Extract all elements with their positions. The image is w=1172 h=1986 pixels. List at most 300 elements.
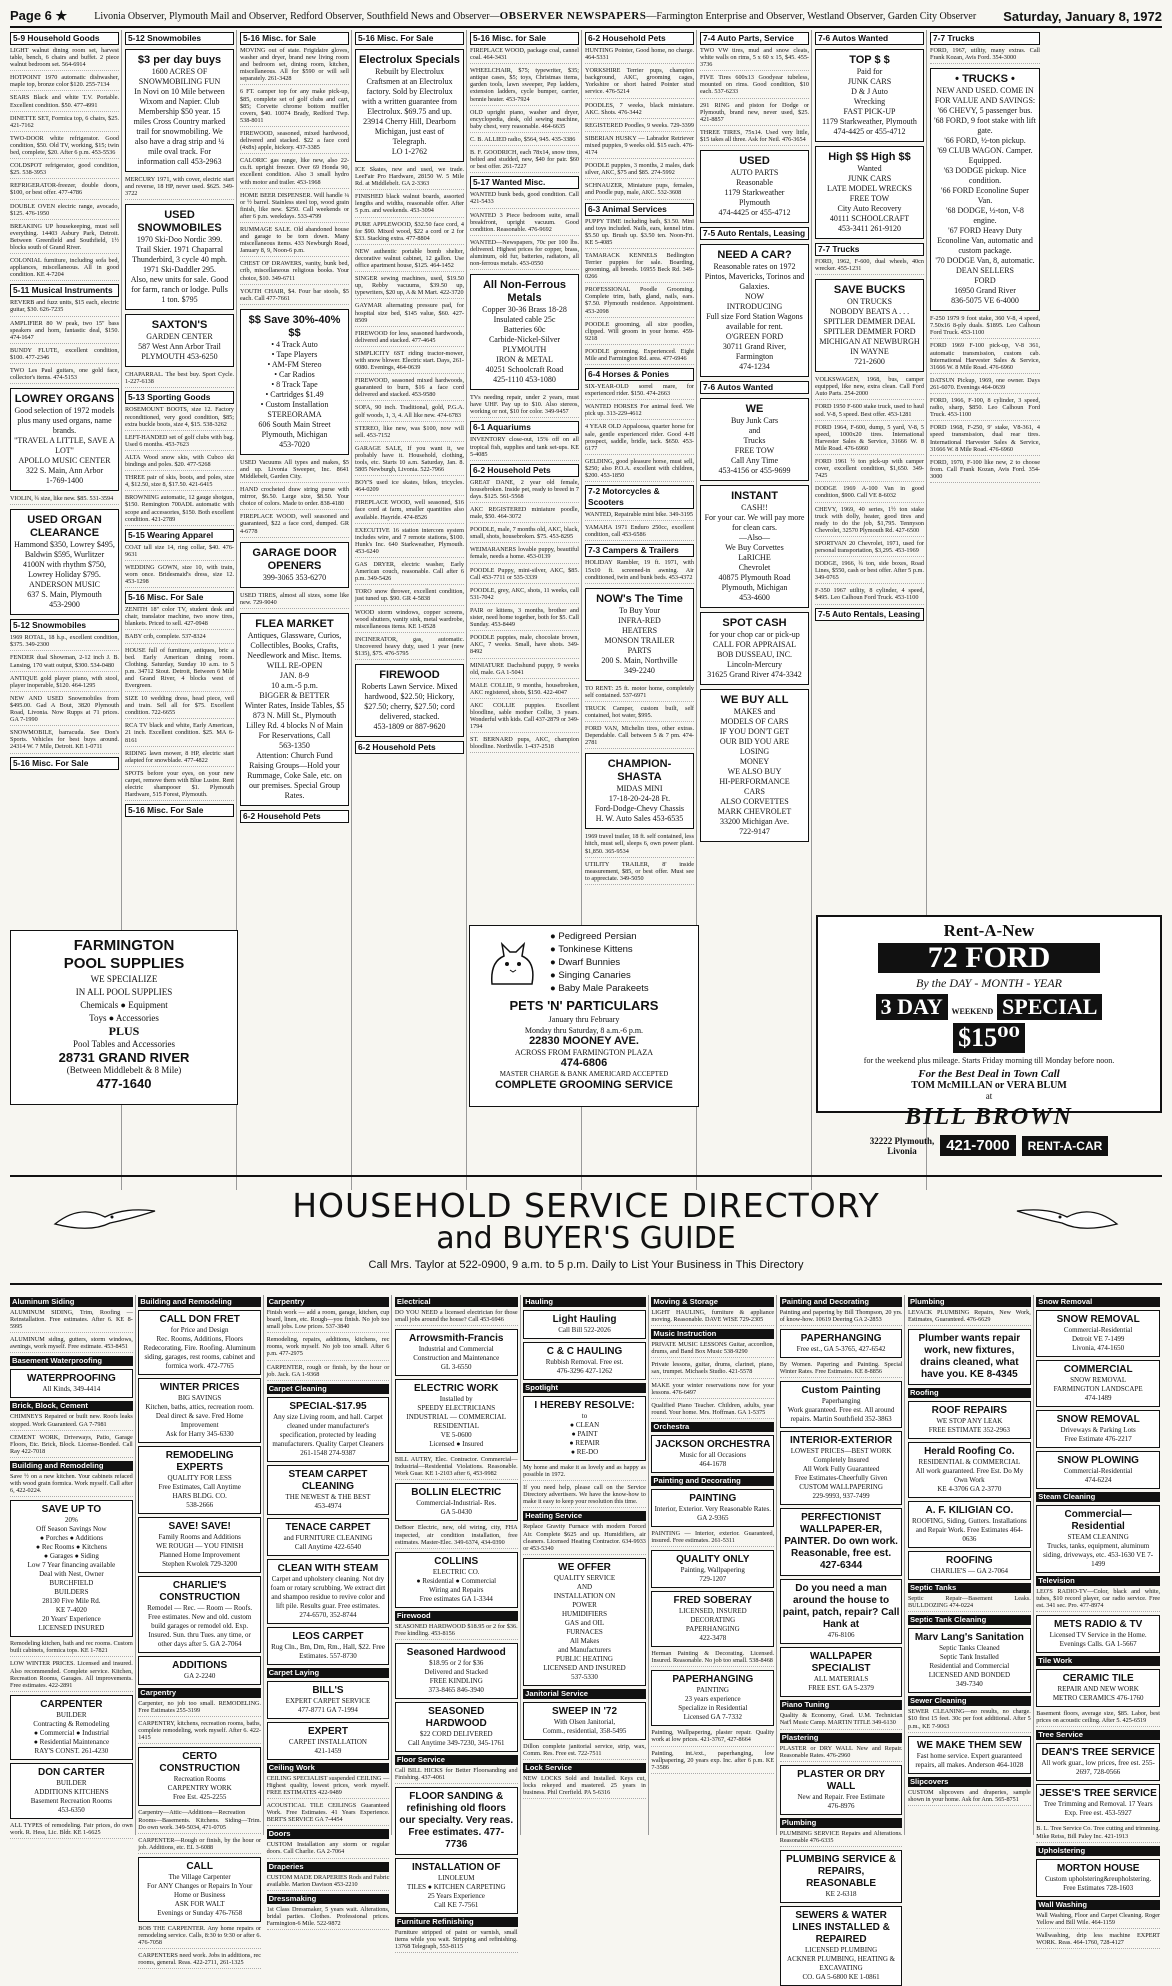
classified-ad: HOTPOINT 1970 automatic dishwasher, maple top, bronze color $120. 255-7134 (10, 74, 119, 91)
display-ad-line: High $$ High $$ (828, 151, 911, 163)
classified-ad: STEREO, like new, was $100, now will sell. 453-7152 (355, 425, 464, 442)
classified-ad: ROSEMOUNT BOOTS, size 12. Factory reconditioned, very good condition, $85; extra buckle boots, size 4, $15. 538-3262 (125, 406, 234, 430)
classified-ad: DOUBLE OVEN electric range, avocado, $125. 476-1950 (10, 203, 119, 220)
display-ad-line: Plumber wants repair work, new fixtures, drains cleaned, what have you. KE 8-4345 (918, 1333, 1021, 1381)
display-ad-line: PARTS (627, 645, 652, 655)
classified-ad: SEWER CLEANING—no results, no charge. $10 first 15 feet. 30c per foot additional. After 5 p.m., KE 7-9063 (908, 1708, 1031, 1732)
pets-ad-service: COMPLETE GROOMING SERVICE (495, 1079, 673, 1091)
display-ad-line: Do you need a man around the house to paint, patch, repair? Call Hank at (782, 1583, 900, 1631)
display-ad (10, 509, 119, 615)
display-ad-line: FREE TOW (734, 446, 775, 456)
display-ad-line: In Novi on 10 Mile between Wixom and Napier. Club Membership $50 year. 15 miles Cross Country marked trail for snowmobiling. We also have a drag strip and ¼ mile oval track. For information call 453-2963 (133, 87, 226, 166)
section-header: 6-2 Household Pets (585, 32, 694, 45)
display-ad-line: SNOW REMOVAL (1070, 1376, 1127, 1384)
display-ad-line: Free est., GA 5-3765, 427-6542 (796, 1345, 886, 1354)
display-ad (395, 1329, 518, 1376)
classified-ad: BROWNING automatic, 12 gauge shotgun, $150. Remington 700ADL automatic with scope and accessories, $150. Both excellent condition. 421-2789 (125, 494, 234, 525)
display-ad-line: • TRUCKS • (955, 73, 1015, 86)
display-ad (138, 1446, 261, 1514)
display-ad-line: LICENSED PLUMBING (805, 1945, 878, 1954)
classified-ad: RIDING lawn mower, 8 HP, electric start adapted for snowblade. 477-4822 (125, 750, 234, 767)
display-ad-line: RAY'S CONST. 261-4230 (34, 1746, 109, 1755)
display-ad-line: • 4 Track Auto (271, 339, 318, 349)
display-ad-line: For ANY Changes or Repairs In Your Home or Business (147, 1881, 253, 1899)
farmington-ad-phone: 477-1640 (96, 1076, 152, 1091)
rent-ad-price: $15⁰⁰ (818, 1023, 1160, 1053)
display-ad-line: NEW AND USED. COME IN FOR VALUE AND SAVINGS: (934, 86, 1036, 106)
classified-ad: SNOWMOBILE, barracuda. See Don's Sports. Vehicles for best buys around. 24314 W. 7 Mile, Detroit. KE 1-0711 (10, 729, 119, 753)
classified-ad: GARAGE SALE, If you want it, we probably have it. Household, clothing, tools, etc. Starts 10 a.m. Saturday, Jan. 8. 5805 Newburgh, Livonia. 522-7966 (355, 445, 464, 476)
display-ad (700, 244, 809, 377)
display-ad-line: Winter Rates, Inside Tables, $5 (244, 700, 345, 710)
display-ad-line: 474-4425 or 455-4712 (833, 127, 906, 136)
classified-ad: FORD 1968, F-250, 9' stake, V8-361, 4 speed transmission, dual rear tires. International Harvester Sales & Service, 31666 W. 8 Mile Road. 476-6960 (930, 424, 1040, 455)
display-ad-line: 20 Years' Experience (42, 1615, 101, 1624)
display-ad-line: '69 CLUB WAGON. Camper. Equipped. (937, 146, 1033, 166)
section-header: 7-7 Trucks (930, 32, 1040, 45)
display-ad-line: FURNACES (566, 1627, 603, 1636)
display-ad-line: Custom upholstering&reupholstering. Free Estimates 728-1603 (1045, 1874, 1152, 1892)
display-ad-line: Septic Tanks Cleaned (939, 1644, 1000, 1653)
section-header: Television (1036, 1576, 1160, 1586)
display-ad-line: Lilley Rd. 4 blocks N of Main (246, 720, 343, 730)
section-header: 7-7 Trucks (815, 243, 924, 256)
display-ad (1036, 1669, 1160, 1707)
display-ad-line: Trucks, tanks, equipment, aluminum siding, driveways, etc. 453-1630 VE 7-1499 (1043, 1542, 1154, 1568)
section-header: Basement Waterproofing (10, 1356, 133, 1366)
section-header: Building and Remodeling (10, 1461, 133, 1471)
display-ad-line: Recreation Rooms (173, 1775, 226, 1784)
display-ad-line: For your car. We will pay more for clean cars. (704, 513, 805, 533)
display-ad-line: TILES ● KITCHEN CARPETING (406, 1883, 506, 1892)
section-header: Ceiling Work (267, 1763, 390, 1773)
display-ad-line: 10 a.m.-5 p.m. (271, 680, 318, 690)
section-header: 6-3 Animal Services (585, 203, 694, 216)
display-ad-line: Driveways & Parking Lots (1060, 1426, 1136, 1434)
classified-ad: WANTED, Repairable mini bike. 349-3195 (585, 511, 694, 521)
display-ad (700, 612, 809, 685)
display-ad (780, 1850, 903, 1903)
classified-ad: PLUMBING SERVICE Repairs and Alterations. Reasonable 476-6335 (780, 1830, 903, 1847)
display-ad-line: 229-9993, 937-7499 (812, 1492, 870, 1501)
display-ad-line: Call Anytime 349-7230, 345-1761 (408, 1738, 505, 1747)
display-ad-line: 476-8106 (827, 1631, 855, 1640)
display-ad (267, 1627, 390, 1665)
display-ad-line: KE 2-6318 (825, 1889, 857, 1898)
classified-ad: C. B. ALLIED radio, $564, 945. 435-3386 (470, 136, 579, 146)
display-ad-line: Licensed GA 7-7332 (683, 1713, 742, 1722)
section-header: 5-9 Household Goods (10, 32, 119, 45)
classified-ad: BABY crib, complete. 537-8324 (125, 633, 234, 643)
display-ad-line: PUBLIC HEATING (556, 1654, 613, 1663)
display-ad-line: Free Estimates-Cheerfully Given (794, 1474, 888, 1483)
display-ad-line: The Village Carpenter (168, 1872, 231, 1881)
classified-ad: SPOTS before your eyes, on your new carpet, remove them with Blue Lustre. Rent electric shampooer $1. Plymouth Hardware, 515 Forest, Plymouth. (125, 770, 234, 801)
display-ad-line: 453-4974 (314, 1501, 342, 1510)
classified-ad: 1st Class Dressmaker, 5 years wait. Alterations, bridal parties. Clothes. Professional prices. Farmington-6 Mile. 522-9872 (267, 1906, 390, 1930)
display-ad-line: DON CARTER (38, 1766, 105, 1778)
classified-ad: ALUMINUM siding, gutters, storm windows, awnings, work myself. Free estimate. 453-8451 (10, 1336, 133, 1353)
classified-column (10, 1295, 136, 1835)
classified-ad: POODLE grooming. Experienced. Eight Mile and Farmington Rd. area. 477-6946 (585, 348, 694, 365)
display-ad-line: Construction and Maintenance (413, 1354, 500, 1363)
display-ad-line: ELECTRIC CO. (432, 1567, 480, 1576)
display-ad-line: WE ALSO BUY (727, 767, 782, 777)
display-ad (395, 1702, 518, 1752)
classified-ad: Carpenter, no job too small. REMODELING. Free Estimates 255-3199 (138, 1700, 261, 1717)
household-directory-banner (10, 1175, 1162, 1285)
display-ad-line: Herald Roofing Co. (924, 1446, 1015, 1458)
display-ad-line: Commercial-Residential (1063, 1467, 1133, 1475)
display-ad-line: I HEREBY RESOLVE: (534, 1400, 635, 1411)
section-header: 7-6 Autos Wanted (700, 381, 809, 394)
classified-ad: TWO Les Paul guitars, one gold face, collector's items. 474-5153 (10, 367, 119, 384)
display-ad-line: SNOW PLOWING (1057, 1455, 1139, 1466)
pet-item: ● Tonkinese Kittens (550, 944, 633, 955)
farmington-ad-plus: PLUS (108, 1024, 140, 1038)
display-ad-line: and FURNITURE CLEANING (283, 1533, 373, 1542)
display-ad-line: Wanted (857, 164, 882, 173)
section-header: Brick, Block, Cement (10, 1401, 133, 1411)
display-ad-line: SAVE! SAVE! (168, 1521, 231, 1532)
display-ad-line: 606 South Main Street (258, 419, 331, 429)
display-ad-line: WALLPAPER SPECIALIST (810, 1651, 873, 1675)
section-header: Sewer Cleaning (908, 1696, 1031, 1706)
section-header: Plastering (780, 1733, 903, 1743)
classified-ad: SOFA, 90 inch. Traditional, gold, P.G.A. golf woods, 1, 3, 4. All like new. 474-6783 (355, 404, 464, 421)
classified-ad: YORKSHIRE Terrier pups, champion background, AKC, grooming cages, Yorkshire or short haired Pointer stud service. 476-5214 (585, 67, 694, 98)
classified-ad: Dillon complete janitorial service, strip, wax, Comm. Res. Free est. 722-7511 (523, 1743, 646, 1760)
display-ad-line: '66 FORD, ½-ton pickup. (944, 136, 1026, 146)
display-ad-line: Family Rooms and Additions (158, 1533, 241, 1541)
classified-ad: TRUCK Camper, custom built, self contained, hot water, $995. (585, 705, 694, 722)
classified-ad: FIREPLACE WOOD, well seasoned and guaranteed, $22 a face cord, dumped. GR 4-6778 (240, 513, 349, 537)
display-ad-line: O'GREEN FORD (725, 332, 784, 342)
display-ad-line: 453-6350 (57, 1805, 85, 1814)
display-ad (10, 1500, 133, 1637)
display-ad-line: FIREWOOD (379, 669, 440, 682)
display-ad-line: LOWREY ORGANS (14, 393, 115, 406)
display-ad (267, 1681, 390, 1719)
display-ad-line: LaRICHE (738, 553, 771, 563)
display-ad-line: Specialize in Residential (678, 1704, 748, 1713)
classified-column (523, 1295, 649, 1835)
classified-ad: CUSTOM Installation any storm or regular doors. Call Charlie. GA 2-7064 (267, 1841, 390, 1858)
display-ad (780, 1431, 903, 1505)
display-ad-line: GARDEN CENTER (146, 332, 213, 342)
classified-ad: POODLE grooming, all size poodles, clipped. Will groom in your home. 459-9218 (585, 321, 694, 345)
display-ad-line: 474-1234 (739, 362, 770, 372)
pet-item: ● Baby Male Parakeets (550, 983, 649, 994)
display-ad-line: RESIDENTIAL (433, 1422, 479, 1431)
display-ad-line: MAKES and (733, 707, 776, 717)
section-header: 5-11 Musical Instruments (10, 284, 119, 297)
display-ad-line: 31625 Grand River 474-3342 (707, 670, 802, 680)
display-ad-line: Plymouth, Michigan (261, 429, 328, 439)
section-header: 7-5 Auto Rentals, Leasing (700, 227, 809, 240)
display-ad-line: All Kinds, 349-4414 (42, 1385, 101, 1394)
classified-ad: LOW WINTER PRICES. Licensed and insured. Also recommended. Complete service. Kitchen, Recreation Rooms, Garages. All improvements. Free estimates. 422-2891 (10, 1660, 133, 1691)
display-ad-line: LEOS CARPET (292, 1630, 364, 1642)
classified-ad: ACOUSTICAL TILE CEILINGS Guaranteed Work. Free Estimates. 41 Years Experience. BERT'S SERVICE GA 7-4454 (267, 1802, 390, 1826)
classified-ad: Replace Gravity Furnace with modern Forced Air. Complete $625 and up. Humidifiers, air cleaners. Licensed Heating Contractor. 634-9933 or 453-5340 (523, 1523, 646, 1554)
classified-ad: POODLE puppies, 3 months, 2 males, dark silver, AKC, $75 and $85. 274-5992 (585, 162, 694, 179)
classified-ad: CHEST OF DRAWERS, vanity, bunk bed, crib, miscellaneous religious books. Your choice, $10. 349-6711 (240, 260, 349, 284)
display-ad-line: SAVE BUCKS (833, 284, 906, 297)
display-ad-line: Music for all Occasions (679, 1450, 747, 1459)
display-ad-line: INSTALLATION ON (553, 1591, 616, 1600)
display-ad-line: ANDERSON MUSIC (29, 580, 100, 590)
display-ad-line: LOSING (739, 747, 770, 757)
classified-ad: HOLIDAY Rambler, 19 ft. 1971, with 15x10 ft. screened-in awning. Air conditioned, twin and bunk beds. 453-4372 (585, 559, 694, 583)
section-header: Piano Tuning (780, 1700, 903, 1710)
display-ad-line: PAPERHANGING (672, 1674, 754, 1686)
display-ad-line: 23 years experience (685, 1695, 741, 1704)
display-ad-line: Comm., residential, 358-5495 (542, 1726, 627, 1735)
display-ad-line: 349-7340 (955, 1680, 983, 1689)
display-ad (355, 49, 464, 162)
display-ad-line: Kitchen, baths, attics, recreation room. Deal direct & save. Fred Home Improvement (145, 1403, 254, 1429)
classified-ad: CARPENTRY, kitchens, recreation rooms, baths, complete remodeling, work myself. After 6. 422-1415 (138, 1720, 261, 1744)
display-ad-line: Livonia, 474-1650 (1072, 1344, 1125, 1352)
display-ad-line: GA 5-0430 (440, 1508, 472, 1517)
display-ad-line: GA 2-2240 (184, 1672, 216, 1680)
display-ad-line: With Olsen Janitorial, (553, 1717, 616, 1726)
section-header: Dressmaking (267, 1894, 390, 1904)
display-ad-line: SEASONED HARDWOOD (425, 1705, 487, 1729)
display-ad (700, 689, 809, 842)
display-ad-line: City Auto Recovery (837, 204, 902, 213)
classified-column (355, 30, 467, 1190)
classified-ad: 291 RING and piston for Dodge or Plymouth, brand new, never used, $25. 421-8857 (700, 102, 809, 126)
display-ad-line: BOLLIN ELECTRIC (411, 1487, 502, 1499)
display-ad-line: CHARLIE'S — GA 2-7064 (930, 1567, 1008, 1576)
pets-ad-across: ACROSS FROM FARMINGTON PLAZA (514, 1048, 654, 1057)
display-ad-line: ROOFING (946, 1555, 993, 1567)
display-ad (395, 1787, 518, 1855)
rent-ad-location: 32222 Plymouth, Livonia (869, 1135, 935, 1156)
display-ad (125, 49, 234, 172)
display-ad-line: Michigan, just east of Telegraph. (374, 127, 445, 146)
display-ad (651, 1489, 774, 1527)
display-ad-line: LO 1-2762 (391, 147, 428, 156)
display-ad-line: FORD (974, 276, 996, 286)
display-ad-line: '67 FORD Heavy Duty Econoline Van, automatic and custom package. (937, 226, 1033, 256)
section-header: 6-2 Household Pets (470, 464, 579, 477)
display-ad-line: NOW's The Time (596, 592, 683, 605)
farmington-ad-line: (Between Middlebelt & 8 Mile) (66, 1065, 182, 1075)
classified-ad: YAMAHA 1971 Enduro 250cc, excellent condition, call 453-6586 (585, 524, 694, 541)
classified-ad: YOUTH CHAIR, $4. Four bar stools, $5 each. Call 477-7661 (240, 288, 349, 305)
display-ad-line: CUSTOM WALLPAPERING (799, 1483, 883, 1492)
display-ad-line: Residential and Commercial (929, 1662, 1010, 1671)
pets-ad-title: PETS 'N' PARTICULARS (509, 998, 659, 1013)
display-ad (267, 1465, 390, 1515)
display-ad-line: $22 CORD DELIVERED (419, 1729, 493, 1738)
display-ad-line: WILL RE-OPEN (266, 660, 323, 670)
directory-subtitle: and BUYER'S GUIDE (436, 1221, 736, 1256)
classified-ad: Wallwashing, drip less machine EXPERT WORK. Reas. 464-1760, 728-4127 (1036, 1932, 1160, 1949)
classified-ad: HOME BEER DISPENSER. Will handle ¼ or ½ barrel. Stainless steel top, wood grain finish, like new. $250. Call weekends or after 6 p.m. weekdays. 533-4799 (240, 192, 349, 223)
display-ad-line: REPAIR AND NEW WORK (1057, 1685, 1139, 1694)
classified-ad: ICE Skates, new and used, we trade. LeeFair Pro Hardware, 28150 W. 5 Mile Rd. at Middlebelt. GA 2-3363 (355, 166, 464, 190)
display-ad-line: $3 per day buys (137, 54, 222, 66)
classified-ad: WHEELCHAIR, $75; typewriter, $35; antique cases, $5; toys, Christmas items, garden tools, lawn sweeper, Pep ladders, extension ladders, cycle bumper, carrier, bennie heater. 453-7924 (470, 67, 579, 105)
display-ad-line: Hammond $350, Lowrey $495, Baldwin $595, Wurlitzer 4100N with rhythm $750, Lowrey Holiday $795. (14, 540, 115, 580)
classified-ad: Qualified Piano Teacher. Children, adults, year round. Your home. Mrs. Hoffman. GA 1-5375 (651, 1402, 774, 1419)
section-header: Snow Removal (1036, 1297, 1160, 1307)
section-header: Septic Tanks (908, 1583, 1031, 1593)
section-header: Steam Cleaning (1036, 1492, 1160, 1502)
display-ad-line: Carpet and upholstery cleaning. Not dry foam or rotary scrubbing. We extract dirt and shampoo residue to revive color and lift pile. Results guar. Free estimates. 274-6570, 352-8744 (270, 1574, 386, 1619)
display-ad (908, 1442, 1031, 1498)
display-ad-line: Wiring and Repairs (428, 1585, 484, 1594)
display-ad-line: • Custom Installation (260, 399, 329, 409)
section-header: 5-17 Wanted Misc. (470, 176, 579, 189)
classified-ad: By Women. Papering and Painting. Special Winter Rates. Free Estimates. KE 8-8856 (780, 1361, 903, 1378)
classified-ad: DINETTE SET, Formica top, 6 chairs, $25. 421-7162 (10, 115, 119, 132)
rent-ad-at: at (985, 1091, 993, 1101)
rent-ad-dealer: BILL BROWN (905, 1104, 1073, 1130)
section-header: Doors (267, 1829, 390, 1839)
display-ad-line: IF YOU DON'T GET (719, 727, 790, 737)
section-header: Tree Service (1036, 1730, 1160, 1740)
display-ad-line: 453-3411 261-9120 (837, 224, 902, 233)
display-ad-line: FLEA MARKET (255, 617, 334, 630)
display-ad-line: Trucks (743, 436, 766, 446)
masthead-papers: Livonia Observer, Plymouth Mail and Observer, Redford Observer, Southfield News and Observer—OBSERVER NEWSPAPERS—Farmington Enterprise and Observer, Westland Observer, Garden City Observer (94, 10, 977, 22)
classified-ad: Save ½ on a new kitchen. Your cabinets refaced with wood grain formica. Work myself. Call after 6, 422-0224. (10, 1473, 133, 1497)
section-header: Hauling (523, 1297, 646, 1307)
display-ad-line: All work guar., low prices, free est. 255-2697, 728-0566 (1041, 1759, 1155, 1777)
display-ad-line: Copper 30-36 Brass 18-28 (482, 305, 567, 315)
display-ad-line: Buy Junk Cars (730, 416, 779, 426)
display-ad-line: LATE MODEL WRECKS (827, 184, 912, 193)
display-ad (1036, 1615, 1160, 1653)
display-ad-line: Completely Insured (813, 1456, 869, 1465)
classified-ad: SINGER sewing machines, used, $19.50 up, Rebby vacuums, $39.50 up, typewriters, $20 up, A & M Mart. 422-3720 (355, 275, 464, 299)
classified-ad: If you need help, please call on the Service Directory advertisers. We have the know-how to make it easy to keep your resolution this time. (523, 1484, 646, 1508)
classified-ad: HAND crocheted draw string purse with mirror, $6.50. Large size, $8.50. Your choice of colors. Made to order. 838-4180 (240, 486, 349, 510)
display-ad-line: 17-18-20-24-28 Ft. (608, 794, 671, 804)
display-ad-line: MODELS OF CARS (720, 717, 789, 727)
classified-ad: WANTED—Newspapers, 70c per 100 lbs. delivered. Highest prices for copper, brass, aluminum, old fur, batteries, radiators, all non-ferrous metals. 453-0550 (470, 239, 579, 270)
display-ad-line: PAPERHANGING (800, 1333, 882, 1345)
classified-ad: SIZE 10 wedding dress, head piece, veil and train. Sell all for $75. Excellent condition. 722-6655 (125, 695, 234, 719)
classified-ad: My home and make it as lovely and as happy as possible in 1972. (523, 1464, 646, 1481)
classified-column (651, 1295, 777, 1835)
section-header: Carpentry (267, 1297, 390, 1307)
display-ad-line: 322 S. Main, Ann Arbor (25, 466, 104, 476)
display-ad (930, 68, 1040, 311)
display-ad-line: Insulated cable 25c (493, 315, 556, 325)
classified-ad: VIOLIN, ¾ size, like new. $85. 531-3594 (10, 495, 119, 505)
classified-ad: POODLES, 7 weeks, black miniature. AKC. Shots. 476-3442 (585, 102, 694, 119)
pets-ad-hours: Monday thru Saturday, 8 a.m.-6 p.m. (524, 1026, 644, 1035)
display-ad-line: 20% (64, 1516, 78, 1525)
display-ad-line: CERAMIC TILE (1062, 1673, 1134, 1685)
display-ad-line: ● Commercial ● Industrial (33, 1728, 109, 1737)
display-ad-line: ADDITIONS KITCHENS (34, 1787, 109, 1796)
classified-ad: Painting, int./ext., paperhanging, low wallpapering, 20 years exp. Inc. after 6 p.m. KE 7-3586 (651, 1750, 774, 1774)
display-ad (908, 1401, 1031, 1439)
classified-ad: OLD upright piano, washer and dryer, encyclopedia, desk, old sewing machine, baby chest, very reasonable. 464-6635 (470, 109, 579, 133)
display-ad-line: ● REPAIR (569, 1439, 600, 1447)
display-ad-line: PLUMBING SERVICE & REPAIRS, REASONABLE (786, 1853, 896, 1889)
display-ad-line: 40875 Plymouth Road (718, 573, 791, 583)
classified-ad: TWO-DOOR white refrigerator. Good condition, $50. Old TV, working, $15; twin bed, complete, $20. After 6 p.m. 453-5536 (10, 135, 119, 159)
display-ad (355, 664, 464, 737)
section-header: 7-5 Auto Rentals, Leasing (815, 608, 924, 621)
classified-ad: BOB THE CARPENTER. Any home repairs or remodeling service. Calls, 8:30 to 9:30 or after 6. 476-7058 (138, 1925, 261, 1949)
display-ad-line: Free Estimate 476-2217 (1064, 1435, 1132, 1443)
classified-ad: ST. BERNARD pups, AKC, champion bloodline. Northville. 1-437-2518 (470, 736, 579, 753)
section-header: 5-12 Snowmobiles (10, 619, 119, 632)
display-ad-line: Call Bill 522-2026 (558, 1326, 611, 1334)
display-ad-line: 476-3296 427-1262 (556, 1367, 613, 1375)
display-ad-line: Call Any Time (730, 456, 779, 466)
classified-ad: Furniture stripped of paint or varnish, small items while you wait. Stripping and refinishing. 13768 Telegraph, 553-8115 (395, 1929, 518, 1953)
display-ad (138, 1857, 261, 1922)
farmington-ad-title: FARMINGTON (73, 937, 175, 954)
display-ad-line: MONEY (739, 757, 770, 767)
classified-ad: SIBERIAN HUSKY — Labrador Retriever mixed puppies, 9 weeks old. $15 each. 476-4174 (585, 135, 694, 159)
display-ad-line: 464-1678 (699, 1459, 727, 1468)
classified-ad: Carpentry—Attic—Additions—Recreation Rooms—Basements. Kitchens. Siding—Trim. Do own work. 349-5034, 471-0705 (138, 1809, 261, 1833)
display-ad (780, 1647, 903, 1697)
farmington-ad-line: WE SPECIALIZE (90, 974, 158, 984)
display-ad (10, 1369, 133, 1398)
rent-ad-call: For the Best Deal in Town Call (918, 1068, 1060, 1080)
classified-ad: SCHNAUZER, Miniature pups, females, and Poodle pup, male, AKC. 532-3608 (585, 182, 694, 199)
display-ad-line: WE (745, 403, 764, 416)
section-header: Aluminum Siding (10, 1297, 133, 1307)
display-ad-line: • 8 Track Tape (271, 379, 318, 389)
classified-ad: WOOD storm windows, copper screens, wood shutters, vanity sink, metal wardrobe, miscellaneous items. KE 1-8528 (355, 609, 464, 633)
classified-ad: TWO VW tires, mud and snow cleats, white walls on rims, 5 x 60 x 15, $45. 455-3736 (700, 47, 809, 71)
classified-ad: FORD 1950 F-600 stake truck, used to haul sod. V-8, 5 speed. Best offer. 453-1281 (815, 403, 924, 420)
display-ad-line: Licensed ● Insured (429, 1440, 484, 1449)
display-ad-line: 587 West Ann Arbor Trail (138, 342, 221, 352)
classified-ad: Herman Painting & Decorating. Licensed. Insured. Reasonable. No job too small. 538-8468 (651, 1650, 774, 1667)
section-header: 5-16 Misc. for Sale (470, 32, 579, 45)
display-ad-line: ROOF REPAIRS (931, 1405, 1008, 1417)
classified-ad: CHAPARRAL. The best buy. Sport Cycle. 1-227-6138 (125, 371, 234, 388)
swallow-right-icon (1012, 1199, 1122, 1239)
display-ad-line: PAPERHANGING (685, 1625, 740, 1634)
classified-ad: FORD 1961 ½ ton pick-up with camper cover, excellent condition, $1,650. 349-7425 (815, 458, 924, 482)
display-ad-line: AND (576, 1582, 593, 1591)
classified-ad: WEDDING GOWN, size 10, with train, worn once. Bridesmaid's dress, size 12. 453-1298 (125, 564, 234, 588)
classified-ad: AKC COLLIE puppies. Excellent bloodline, sable mother Collie, 3 years. Wonderful with kids. Call 437-2879 or 349-1794 (470, 702, 579, 733)
display-ad-line: METRO CERAMICS 476-1760 (1052, 1694, 1144, 1703)
display-ad-line: HUMIDIFIERS (561, 1609, 608, 1618)
display-ad-line: Basement Recreation Rooms (30, 1796, 113, 1805)
classified-column (266, 1295, 393, 1927)
classified-ad: PROFESSIONAL Poodle Grooming. Complete trim, bath, gland, nails, ears. $7.50. Plymouth residence. Appointment. 453-2098 (585, 286, 694, 317)
section-header: Carpet Cleaning (267, 1384, 390, 1394)
display-ad-line: Also, new units for sale. Good for farm, ranch or lodge. Pulls 1 ton. $795 (130, 275, 229, 305)
section-header: Furniture Refinishing (395, 1917, 518, 1927)
display-ad (815, 146, 924, 239)
display-ad-line: ACKNER PLUMBING, HEATING & EXCAVATING (787, 1954, 896, 1972)
display-ad-line: Electrolux Specials (359, 54, 460, 66)
rent-ad-terms: By the DAY - MONTH - YEAR (916, 976, 1062, 990)
display-ad-line: WATERPROOFING (27, 1373, 116, 1385)
classified-ad: PUPPY TIME including bath, $3.50. Mini and toys included. Nails, ears, kennel trim. $5.50 up. Brush up. $3.50 ten. Noon-Fri. KE 5-4085 (585, 218, 694, 249)
display-ad (908, 1329, 1031, 1385)
classified-ad: BOY'S used ice skates, bikes, tricycles. 464-0209 (355, 479, 464, 496)
